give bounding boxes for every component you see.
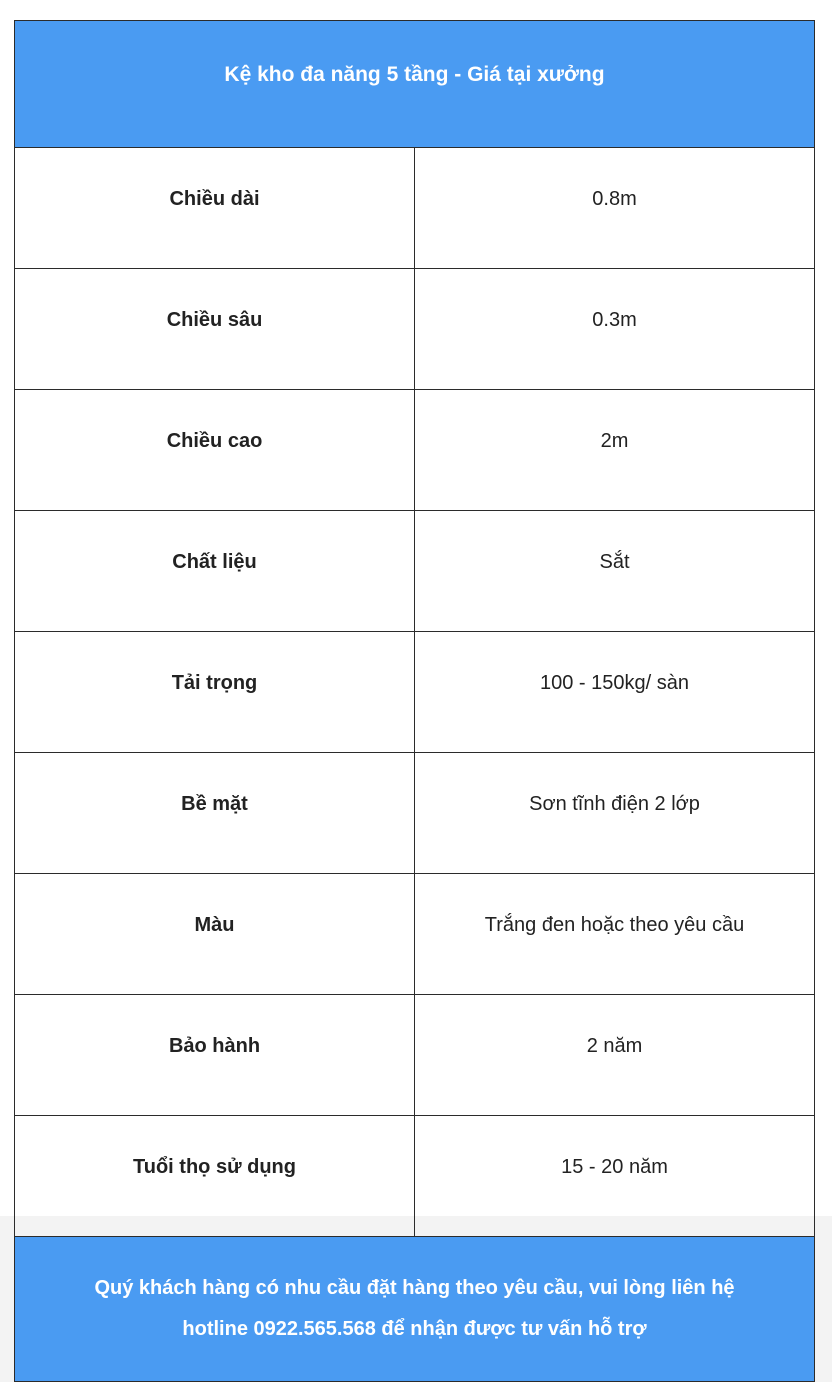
spec-value-load: 100 - 150kg/ sàn xyxy=(415,632,815,753)
table-row xyxy=(15,511,815,632)
table-footer-row xyxy=(15,1237,815,1382)
spec-label-height: Chiều cao xyxy=(15,390,415,511)
product-spec-table xyxy=(14,20,815,1382)
spec-label-warranty: Bảo hành xyxy=(15,995,415,1116)
spec-value-warranty: 2 năm xyxy=(415,995,815,1116)
spec-label-depth: Chiều sâu xyxy=(15,269,415,390)
spec-value-height: 2m xyxy=(415,390,815,511)
table-row xyxy=(15,874,815,995)
spec-label-material: Chất liệu xyxy=(15,511,415,632)
spec-label-load: Tải trọng xyxy=(15,632,415,753)
contact-note-line-2: hotline 0922.565.568 để nhận được tư vấn hỗ trợ xyxy=(182,1318,647,1340)
table-row xyxy=(15,995,815,1116)
table-row xyxy=(15,1116,815,1237)
table-row xyxy=(15,390,815,511)
spec-value-color: Trắng đen hoặc theo yêu cầu xyxy=(415,874,815,995)
spec-value-surface: Sơn tĩnh điện 2 lớp xyxy=(415,753,815,874)
spec-label-lifespan: Tuổi thọ sử dụng xyxy=(15,1116,415,1237)
spec-label-color: Màu xyxy=(15,874,415,995)
spec-value-length: 0.8m xyxy=(415,148,815,269)
contact-note xyxy=(15,1237,815,1382)
spec-value-material: Sắt xyxy=(415,511,815,632)
contact-note-line-1: Quý khách hàng có nhu cầu đặt hàng theo yêu cầu, vui lòng liên hệ xyxy=(94,1277,735,1299)
spec-value-depth: 0.3m xyxy=(415,269,815,390)
table-row xyxy=(15,269,815,390)
table-row xyxy=(15,148,815,269)
table-title: Kệ kho đa năng 5 tầng - Giá tại xưởng xyxy=(15,21,815,148)
spec-label-length: Chiều dài xyxy=(15,148,415,269)
table-row xyxy=(15,753,815,874)
table-header-row xyxy=(15,21,815,148)
table-row xyxy=(15,632,815,753)
spec-value-lifespan: 15 - 20 năm xyxy=(415,1116,815,1237)
spec-label-surface: Bề mặt xyxy=(15,753,415,874)
